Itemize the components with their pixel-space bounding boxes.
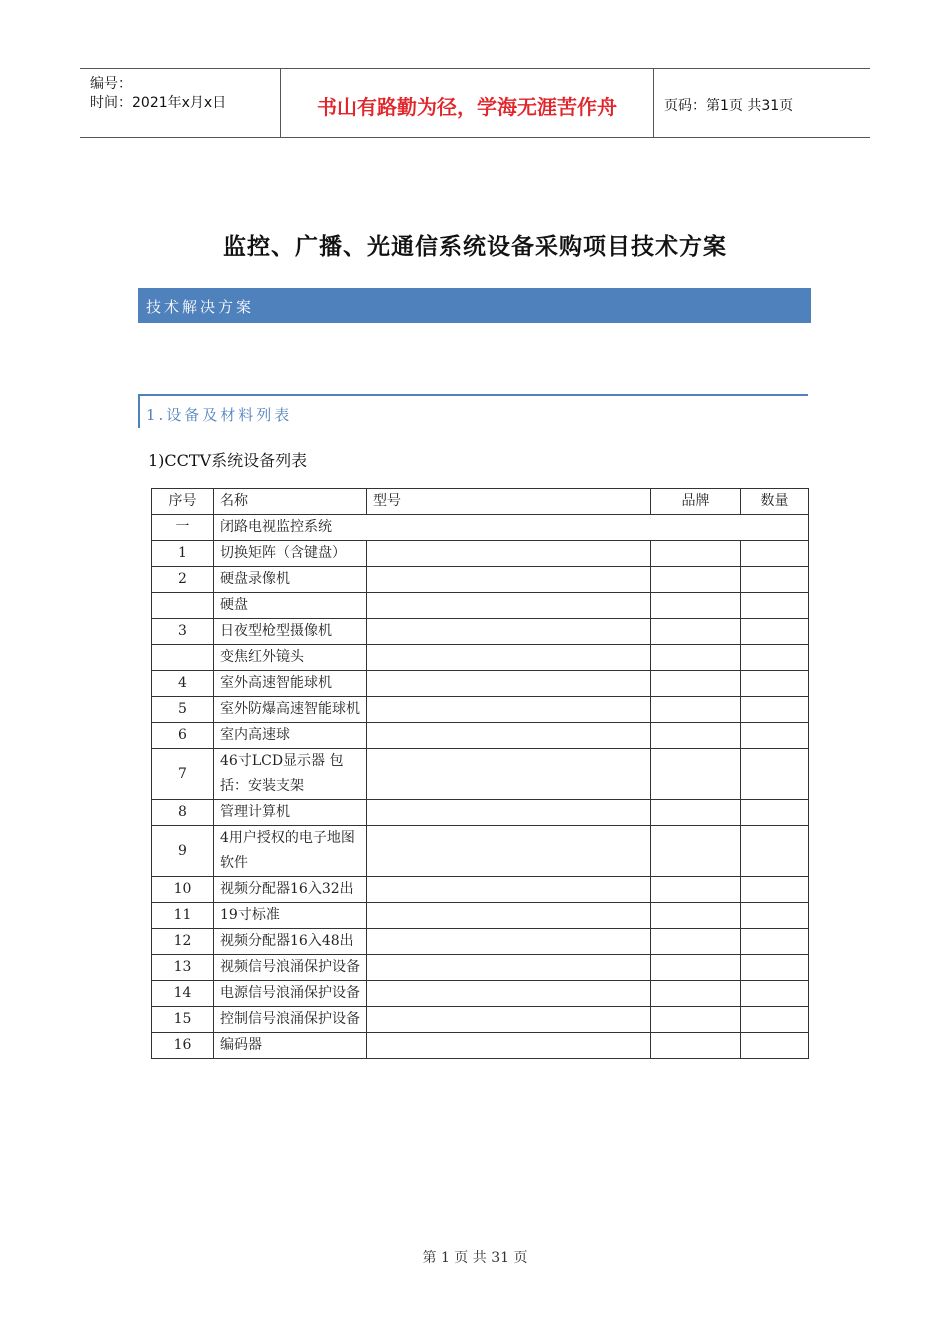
table-row — [152, 593, 809, 619]
cell-qty — [741, 697, 809, 723]
col-header-qty: 数量 — [741, 489, 809, 515]
cell-qty — [741, 981, 809, 1007]
cell-brand — [651, 697, 741, 723]
cell-model — [367, 671, 651, 697]
header-meta-cell — [80, 69, 281, 137]
cell-qty — [741, 645, 809, 671]
cell-seq: 6 — [152, 723, 214, 749]
number-label: 编号： — [90, 76, 132, 92]
header-motto-cell — [281, 69, 654, 137]
cell-model — [367, 800, 651, 826]
table-row — [152, 723, 809, 749]
cell-seq: 15 — [152, 1007, 214, 1033]
cell-qty — [741, 903, 809, 929]
cell-model — [367, 877, 651, 903]
cell-brand — [651, 929, 741, 955]
cell-brand — [651, 723, 741, 749]
cell-name: 室外防爆高速智能球机 — [214, 697, 367, 723]
table-row — [152, 671, 809, 697]
cell-model — [367, 826, 651, 877]
table-row — [152, 567, 809, 593]
cell-name: 硬盘 — [214, 593, 367, 619]
cell-model — [367, 1007, 651, 1033]
cell-model — [367, 981, 651, 1007]
cell-name: 变焦红外镜头 — [214, 645, 367, 671]
cell-seq — [152, 593, 214, 619]
cell-model — [367, 929, 651, 955]
cell-model — [367, 955, 651, 981]
cell-seq: 4 — [152, 671, 214, 697]
cell-brand — [651, 645, 741, 671]
page-footer: 第 1 页 共 31 页 — [422, 1250, 528, 1266]
cell-brand — [651, 749, 741, 800]
cell-seq: 2 — [152, 567, 214, 593]
cell-brand — [651, 619, 741, 645]
table-row — [152, 903, 809, 929]
table-row — [152, 955, 809, 981]
cell-model — [367, 541, 651, 567]
table-row — [152, 697, 809, 723]
cell-brand — [651, 903, 741, 929]
cell-seq: 1 — [152, 541, 214, 567]
cell-qty — [741, 567, 809, 593]
group-name: 闭路电视监控系统 — [214, 515, 809, 541]
page-header — [80, 68, 870, 138]
cell-brand — [651, 800, 741, 826]
cell-name: 日夜型枪型摄像机 — [214, 619, 367, 645]
table-row — [152, 645, 809, 671]
cell-qty — [741, 929, 809, 955]
cell-seq: 7 — [152, 749, 214, 800]
cell-brand — [651, 593, 741, 619]
cell-model — [367, 593, 651, 619]
cell-brand — [651, 1007, 741, 1033]
col-header-seq: 序号 — [152, 489, 214, 515]
cell-name: 电源信号浪涌保护设备 — [214, 981, 367, 1007]
col-header-model: 型号 — [367, 489, 651, 515]
cell-seq: 5 — [152, 697, 214, 723]
cell-model — [367, 619, 651, 645]
motto: 书山有路勤为径，学海无涯苦作舟 — [317, 95, 617, 119]
cell-brand — [651, 671, 741, 697]
cell-brand — [651, 541, 741, 567]
section-band-label: 技术解决方案 — [146, 298, 255, 316]
subsection-title: 1)CCTV系统设备列表 — [148, 451, 308, 470]
cell-seq: 8 — [152, 800, 214, 826]
section-heading-label: 1.设备及材料列表 — [146, 406, 293, 424]
group-num: 一 — [152, 515, 214, 541]
cell-qty — [741, 826, 809, 877]
cell-qty — [741, 593, 809, 619]
cell-seq: 13 — [152, 955, 214, 981]
cell-seq: 12 — [152, 929, 214, 955]
cell-name: 19寸标准 — [214, 903, 367, 929]
cell-name: 室外高速智能球机 — [214, 671, 367, 697]
cell-brand — [651, 1033, 741, 1059]
cell-brand — [651, 877, 741, 903]
cell-qty — [741, 749, 809, 800]
table-row — [152, 929, 809, 955]
cell-qty — [741, 955, 809, 981]
section-band — [138, 288, 811, 323]
cell-name: 控制信号浪涌保护设备 — [214, 1007, 367, 1033]
cell-model — [367, 903, 651, 929]
equipment-table — [151, 488, 809, 1059]
col-header-brand: 品牌 — [651, 489, 741, 515]
table-row — [152, 619, 809, 645]
cell-seq: 9 — [152, 826, 214, 877]
cell-qty — [741, 671, 809, 697]
section-heading — [138, 394, 808, 428]
table-row — [152, 1033, 809, 1059]
cell-model — [367, 697, 651, 723]
table-row — [152, 1007, 809, 1033]
cell-seq — [152, 645, 214, 671]
page-info: 页码：第1页 共31页 — [664, 98, 794, 114]
cell-model — [367, 1033, 651, 1059]
table-row — [152, 749, 809, 800]
cell-name: 切换矩阵（含键盘） — [214, 541, 367, 567]
table-row — [152, 877, 809, 903]
table-row — [152, 541, 809, 567]
col-header-name: 名称 — [214, 489, 367, 515]
cell-brand — [651, 955, 741, 981]
cell-model — [367, 567, 651, 593]
cell-seq: 16 — [152, 1033, 214, 1059]
cell-seq: 10 — [152, 877, 214, 903]
cell-name: 视频信号浪涌保护设备 — [214, 955, 367, 981]
table-row — [152, 826, 809, 877]
cell-name: 室内高速球 — [214, 723, 367, 749]
cell-model — [367, 645, 651, 671]
cell-model — [367, 723, 651, 749]
cell-brand — [651, 981, 741, 1007]
cell-name: 4用户授权的电子地图软件 — [214, 826, 367, 877]
document-title: 监控、广播、光通信系统设备采购项目技术方案 — [223, 234, 727, 260]
cell-seq: 3 — [152, 619, 214, 645]
cell-qty — [741, 541, 809, 567]
cell-name: 46寸LCD显示器 包括：安装支架 — [214, 749, 367, 800]
cell-qty — [741, 619, 809, 645]
cell-qty — [741, 1033, 809, 1059]
cell-name: 视频分配器16入48出 — [214, 929, 367, 955]
cell-name: 编码器 — [214, 1033, 367, 1059]
table-body — [152, 515, 809, 1059]
cell-name: 硬盘录像机 — [214, 567, 367, 593]
cell-name: 管理计算机 — [214, 800, 367, 826]
cell-qty — [741, 1007, 809, 1033]
cell-model — [367, 749, 651, 800]
cell-brand — [651, 567, 741, 593]
header-page-cell — [654, 69, 870, 137]
cell-qty — [741, 723, 809, 749]
cell-qty — [741, 877, 809, 903]
cell-qty — [741, 800, 809, 826]
table-row — [152, 800, 809, 826]
table-header-row — [152, 489, 809, 515]
table-row — [152, 981, 809, 1007]
cell-seq: 11 — [152, 903, 214, 929]
cell-brand — [651, 826, 741, 877]
cell-seq: 14 — [152, 981, 214, 1007]
time-label: 时间：2021年x月x日 — [90, 95, 227, 111]
cell-name: 视频分配器16入32出 — [214, 877, 367, 903]
table-group-row — [152, 515, 809, 541]
